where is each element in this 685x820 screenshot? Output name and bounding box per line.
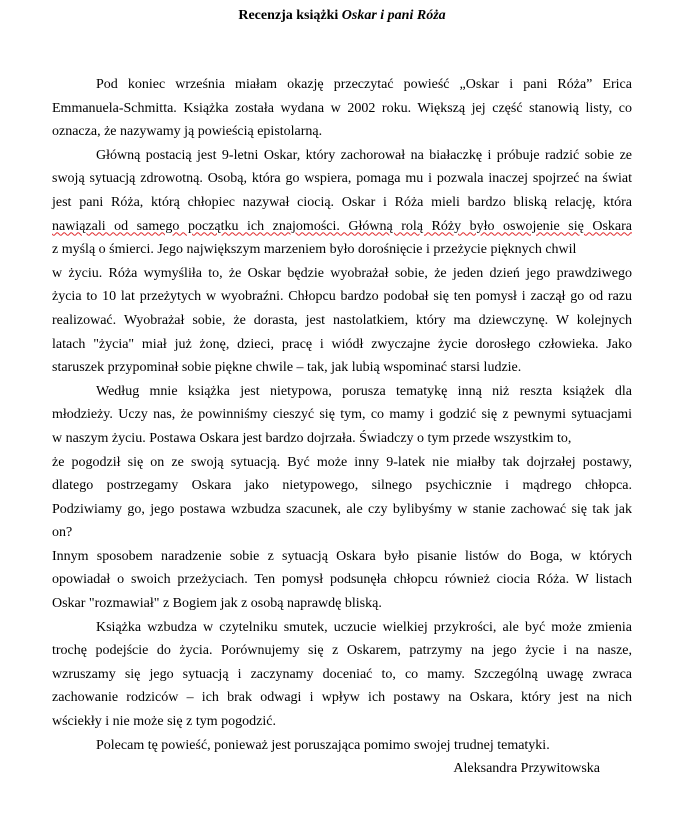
text-line: Podziwiamy go, jego postawa wzbudza szacunek, ale czy bylibyśmy w stanie zachować się tak jak [52, 501, 632, 517]
text-line-with-spellcheck [52, 215, 632, 239]
paragraph-impressions [52, 616, 632, 734]
text-line: wzruszamy się jego sytuacją i zaczynamy doceniać to, co mamy. Szczególną uwagę zwraca [52, 666, 632, 682]
text-line: wściekły i nie może się z tym pogodzić. [52, 714, 276, 730]
text-line: latach "życia" miał już żonę, dzieci, pracę i wiódł zwyczajne życie dorosłego człowieka. Jako [52, 336, 632, 352]
text-line: opowiadał o swoich przeżyciach. Ten pomysł podsunęła chłopcu również ciocia Róża. W listach [52, 572, 632, 588]
text-line: staruszek przypominał sobie piękne chwile – tak, jak lubią wspominać starsi ludzie. [52, 360, 522, 376]
text-line: Polecam tę powieść, ponieważ jest poruszająca pomimo swojej trudnej tematyki. [96, 737, 550, 753]
title-prefix: Recenzja książki [238, 8, 342, 23]
text-line: realizować. Wyobrażał sobie, że dorasta, jest nastolatkiem, który ma dziewczynę. W kolejnych [52, 312, 632, 328]
title-book-name: Oskar i pani Róża [341, 8, 446, 23]
text-line: trochę podejście do życia. Porównujemy się z Oskarem, patrzymy na jego życie i na nasze, [52, 643, 632, 659]
paragraph-plot [52, 144, 632, 380]
text-line: on? [52, 525, 73, 541]
text-line: Innym sposobem naradzenie sobie z sytuacją Oskara było pisanie listów do Boga, w których [52, 548, 632, 564]
text-line: Książka wzbudza w czytelniku smutek, uczucie wielkiej przykrości, ale być może zmienia [96, 619, 632, 635]
spellcheck-underline: nawiązali od samego początku ich znajomości. Główną rolą Róży było oswojenie się Oskara [52, 218, 632, 234]
paragraph-opinion [52, 380, 632, 545]
paragraph-intro [52, 73, 632, 144]
text-line: oznacza, że nazywamy ją powieścią epistolarną. [52, 124, 323, 140]
text-line: zachowanie rodziców – ich brak odwagi i wpływ ich postawy na Oskara, który jest na nich [52, 690, 632, 706]
document-body [52, 73, 632, 757]
text-line-with-spellcheck [52, 545, 632, 569]
paragraph-recommendation [52, 734, 632, 758]
text-line: młodzieży. Uczy nas, że powinniśmy cieszyć się tym, co mamy i godzić się z pewnymi sytuacjami [52, 407, 632, 423]
text-line: Emmanuela-Schmitta. Książka została wydana w 2002 roku. Większą jej część stanowią listy, co [52, 100, 632, 116]
text-line: że pogodził się on ze swoją sytuacją. Być może inny 9-latek nie miałby tak dojrzałej postawy, [52, 454, 632, 470]
text-line: Główną postacią jest 9-letni Oskar, który zachorował na białaczkę i próbuje radzić sobie ze [96, 147, 632, 163]
text-line: dlatego postrzegamy Oskara jako nietypowego, silnego psychicznie i mądrego chłopca. [52, 478, 632, 494]
text-line: jest pani Róża, którą chłopiec nazywał ciocią. Oskar i Róża mieli bardzo bliską relację, która [52, 194, 632, 210]
text-line: swoją sytuacją zdrowotną. Osobą, która go wspiera, pomaga mu i pozwala inaczej spojrzeć na świat [52, 171, 632, 187]
author-signature: Aleksandra Przywitowska [453, 761, 600, 777]
text-line: z myślą o śmierci. Jego największym marzeniem było dorośnięcie i przeżycie pięknych chwil [52, 242, 577, 258]
text-line: w naszym życiu. Postawa Oskara jest bardzo dojrzała. Świadczy o tym przede wszystkim to, [52, 430, 572, 446]
text-line: Według mnie książka jest nietypowa, porusza tematykę inną niż reszta książek dla [96, 383, 632, 399]
document-page [52, 0, 632, 781]
text-line: życia to 10 lat przeżytych w wyobraźni. Chłopcu bardzo podobał się ten pomysł i zaczął go od razu [52, 289, 632, 305]
text-line: w życiu. Róża wymyśliła to, że Oskar będzie wyobrażał sobie, że jeden dzień jego prawdziwego [52, 265, 632, 281]
text-line: Pod koniec września miałam okazję przeczytać powieść „Oskar i pani Róża” Erica [96, 77, 632, 92]
text-line: Oskar "rozmawiał" z Bogiem jak z osobą naprawdę bliską. [52, 596, 382, 612]
paragraph-letters [52, 545, 632, 616]
document-title [52, 0, 632, 24]
